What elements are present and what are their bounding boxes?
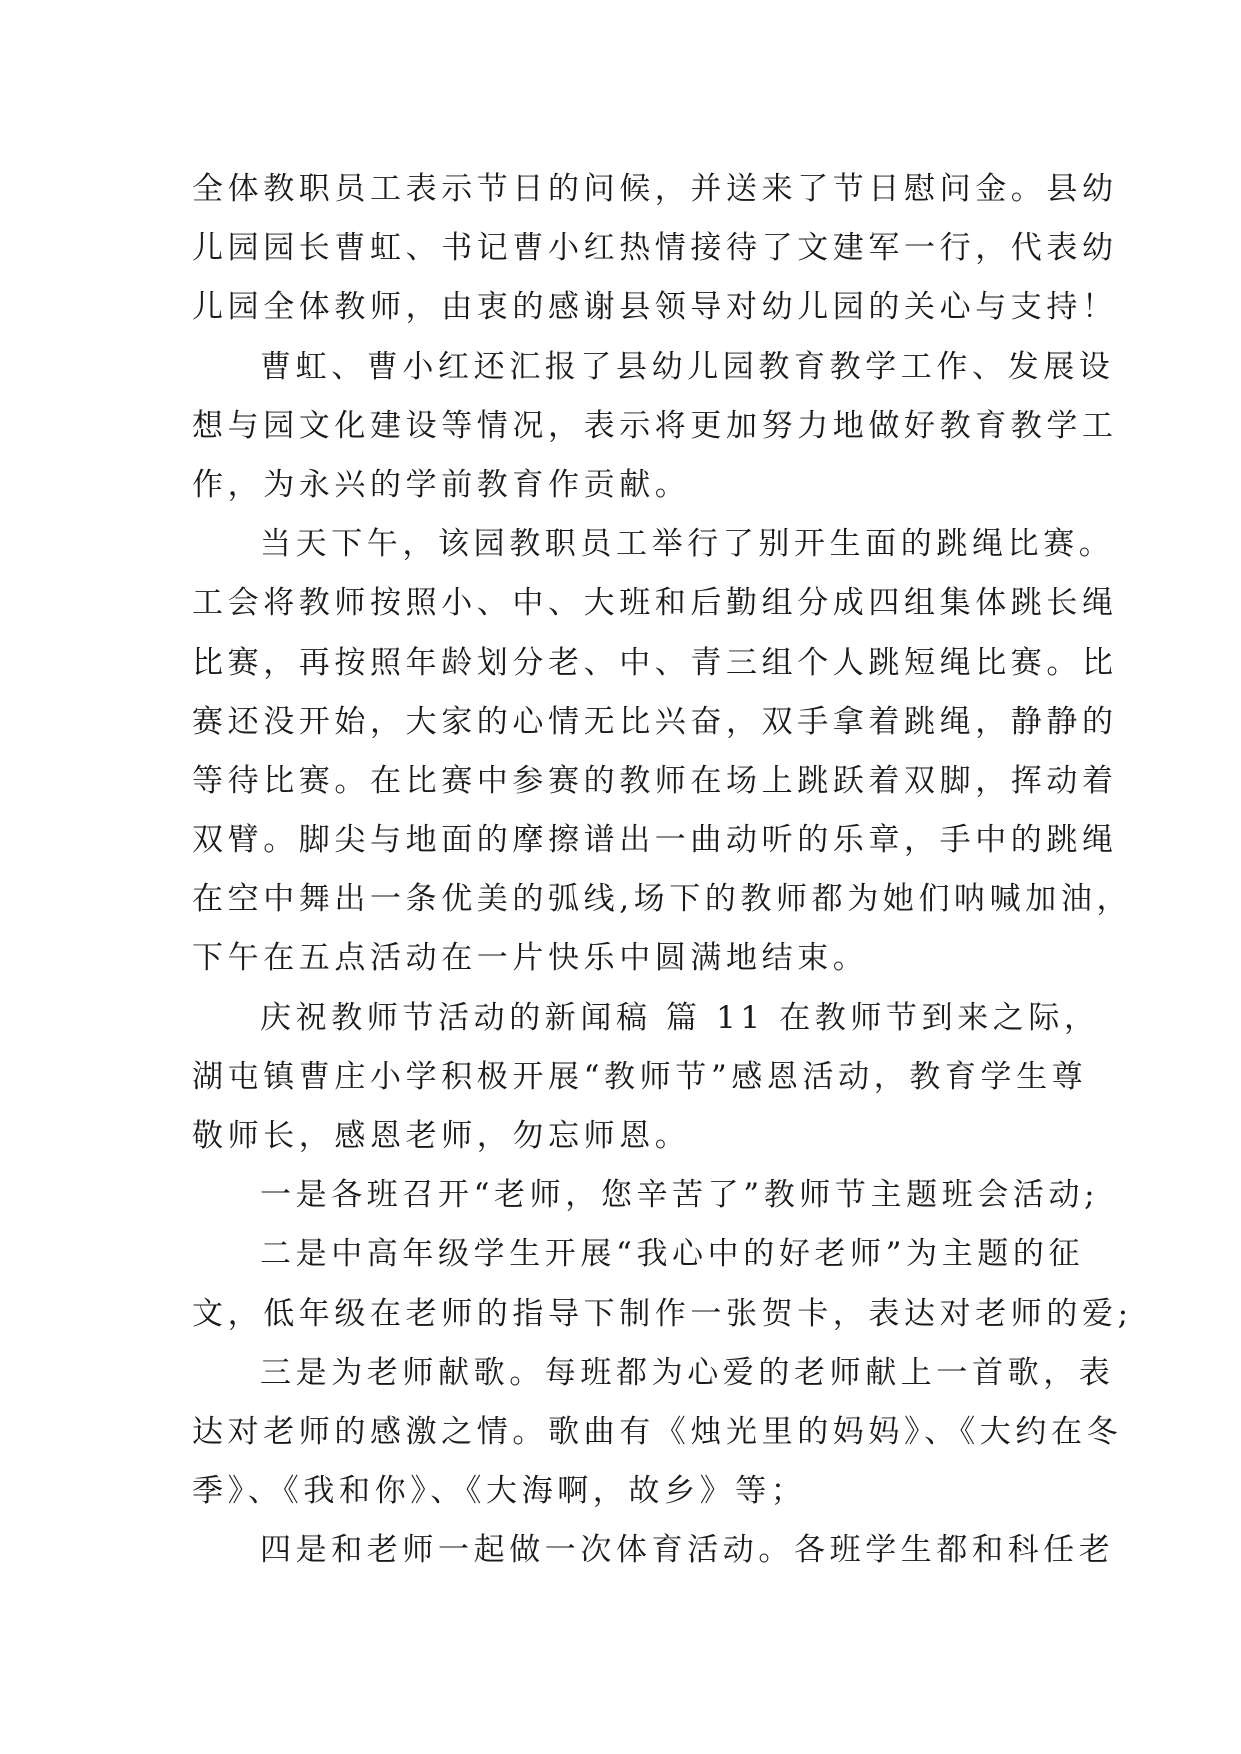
document-body [192, 160, 1133, 1581]
section-heading-line: 庆祝教师节活动的新闻稿 篇 11 在教师节到来之际， [260, 999, 1100, 1036]
paragraph-start-line: 曹虹、曹小红还汇报了县幼儿园教育教学工作、发展设 [260, 348, 1115, 385]
text-line: 季》、《我和你》、《大海啊，故乡》等； [192, 1473, 807, 1510]
text-line: 下午在五点活动在一片快乐中圆满地结束。 [192, 940, 869, 977]
text-line: 工会将教师按照小、中、大班和后勤组分成四组集体跳长绳 [192, 585, 1118, 622]
paragraph-start-line: 一是各班召开“老师，您辛苦了”教师节主题班会活动; [260, 1177, 1100, 1214]
text-line: 儿园园长曹虹、书记曹小红热情接待了文建军一行，代表幼 [192, 230, 1118, 267]
text-line: 双臂。脚尖与地面的摩擦谱出一曲动听的乐章，手中的跳绳 [192, 822, 1118, 859]
text-line: 全体教职员工表示节日的问候，并送来了节日慰问金。县幼 [192, 171, 1118, 207]
text-line: 想与园文化建设等情况，表示将更加努力地做好教育教学工 [192, 407, 1118, 444]
text-line: 湖屯镇曹庄小学积极开展“教师节”感恩活动，教育学生尊 [192, 1058, 1088, 1095]
text-line: 达对老师的感激之情。歌曲有《烛光里的妈妈》、《大约在冬 [192, 1413, 1123, 1450]
text-line: 在空中舞出一条优美的弧线,场下的教师都为她们呐喊加油， [192, 881, 1133, 918]
paragraph-start-line: 三是为老师献歌。每班都为心爱的老师献上一首歌，表 [260, 1354, 1115, 1391]
paragraph-start-line: 二是中高年级学生开展“我心中的好老师”为主题的征 [260, 1236, 1085, 1273]
text-line: 文，低年级在老师的指导下制作一张贺卡，表达对老师的爱; [192, 1295, 1133, 1332]
text-line: 儿园全体教师，由衷的感谢县领导对幼儿园的关心与支持！ [192, 289, 1118, 326]
text-line: 作，为永兴的学前教育作贡献。 [192, 466, 691, 503]
text-line: 等待比赛。在比赛中参赛的教师在场上跳跃着双脚，挥动着 [192, 762, 1118, 799]
text-line: 敬师长，感恩老师，勿忘师恩。 [192, 1118, 691, 1154]
text-line: 赛还没开始，大家的心情无比兴奋，双手拿着跳绳，静静的 [192, 703, 1118, 740]
text-line: 比赛，再按照年龄划分老、中、青三组个人跳短绳比赛。比 [192, 644, 1118, 681]
paragraph-start-line: 四是和老师一起做一次体育活动。各班学生都和科任老 [260, 1532, 1115, 1569]
paragraph-start-line: 当天下午，该园教职员工举行了别开生面的跳绳比赛。 [260, 526, 1115, 563]
